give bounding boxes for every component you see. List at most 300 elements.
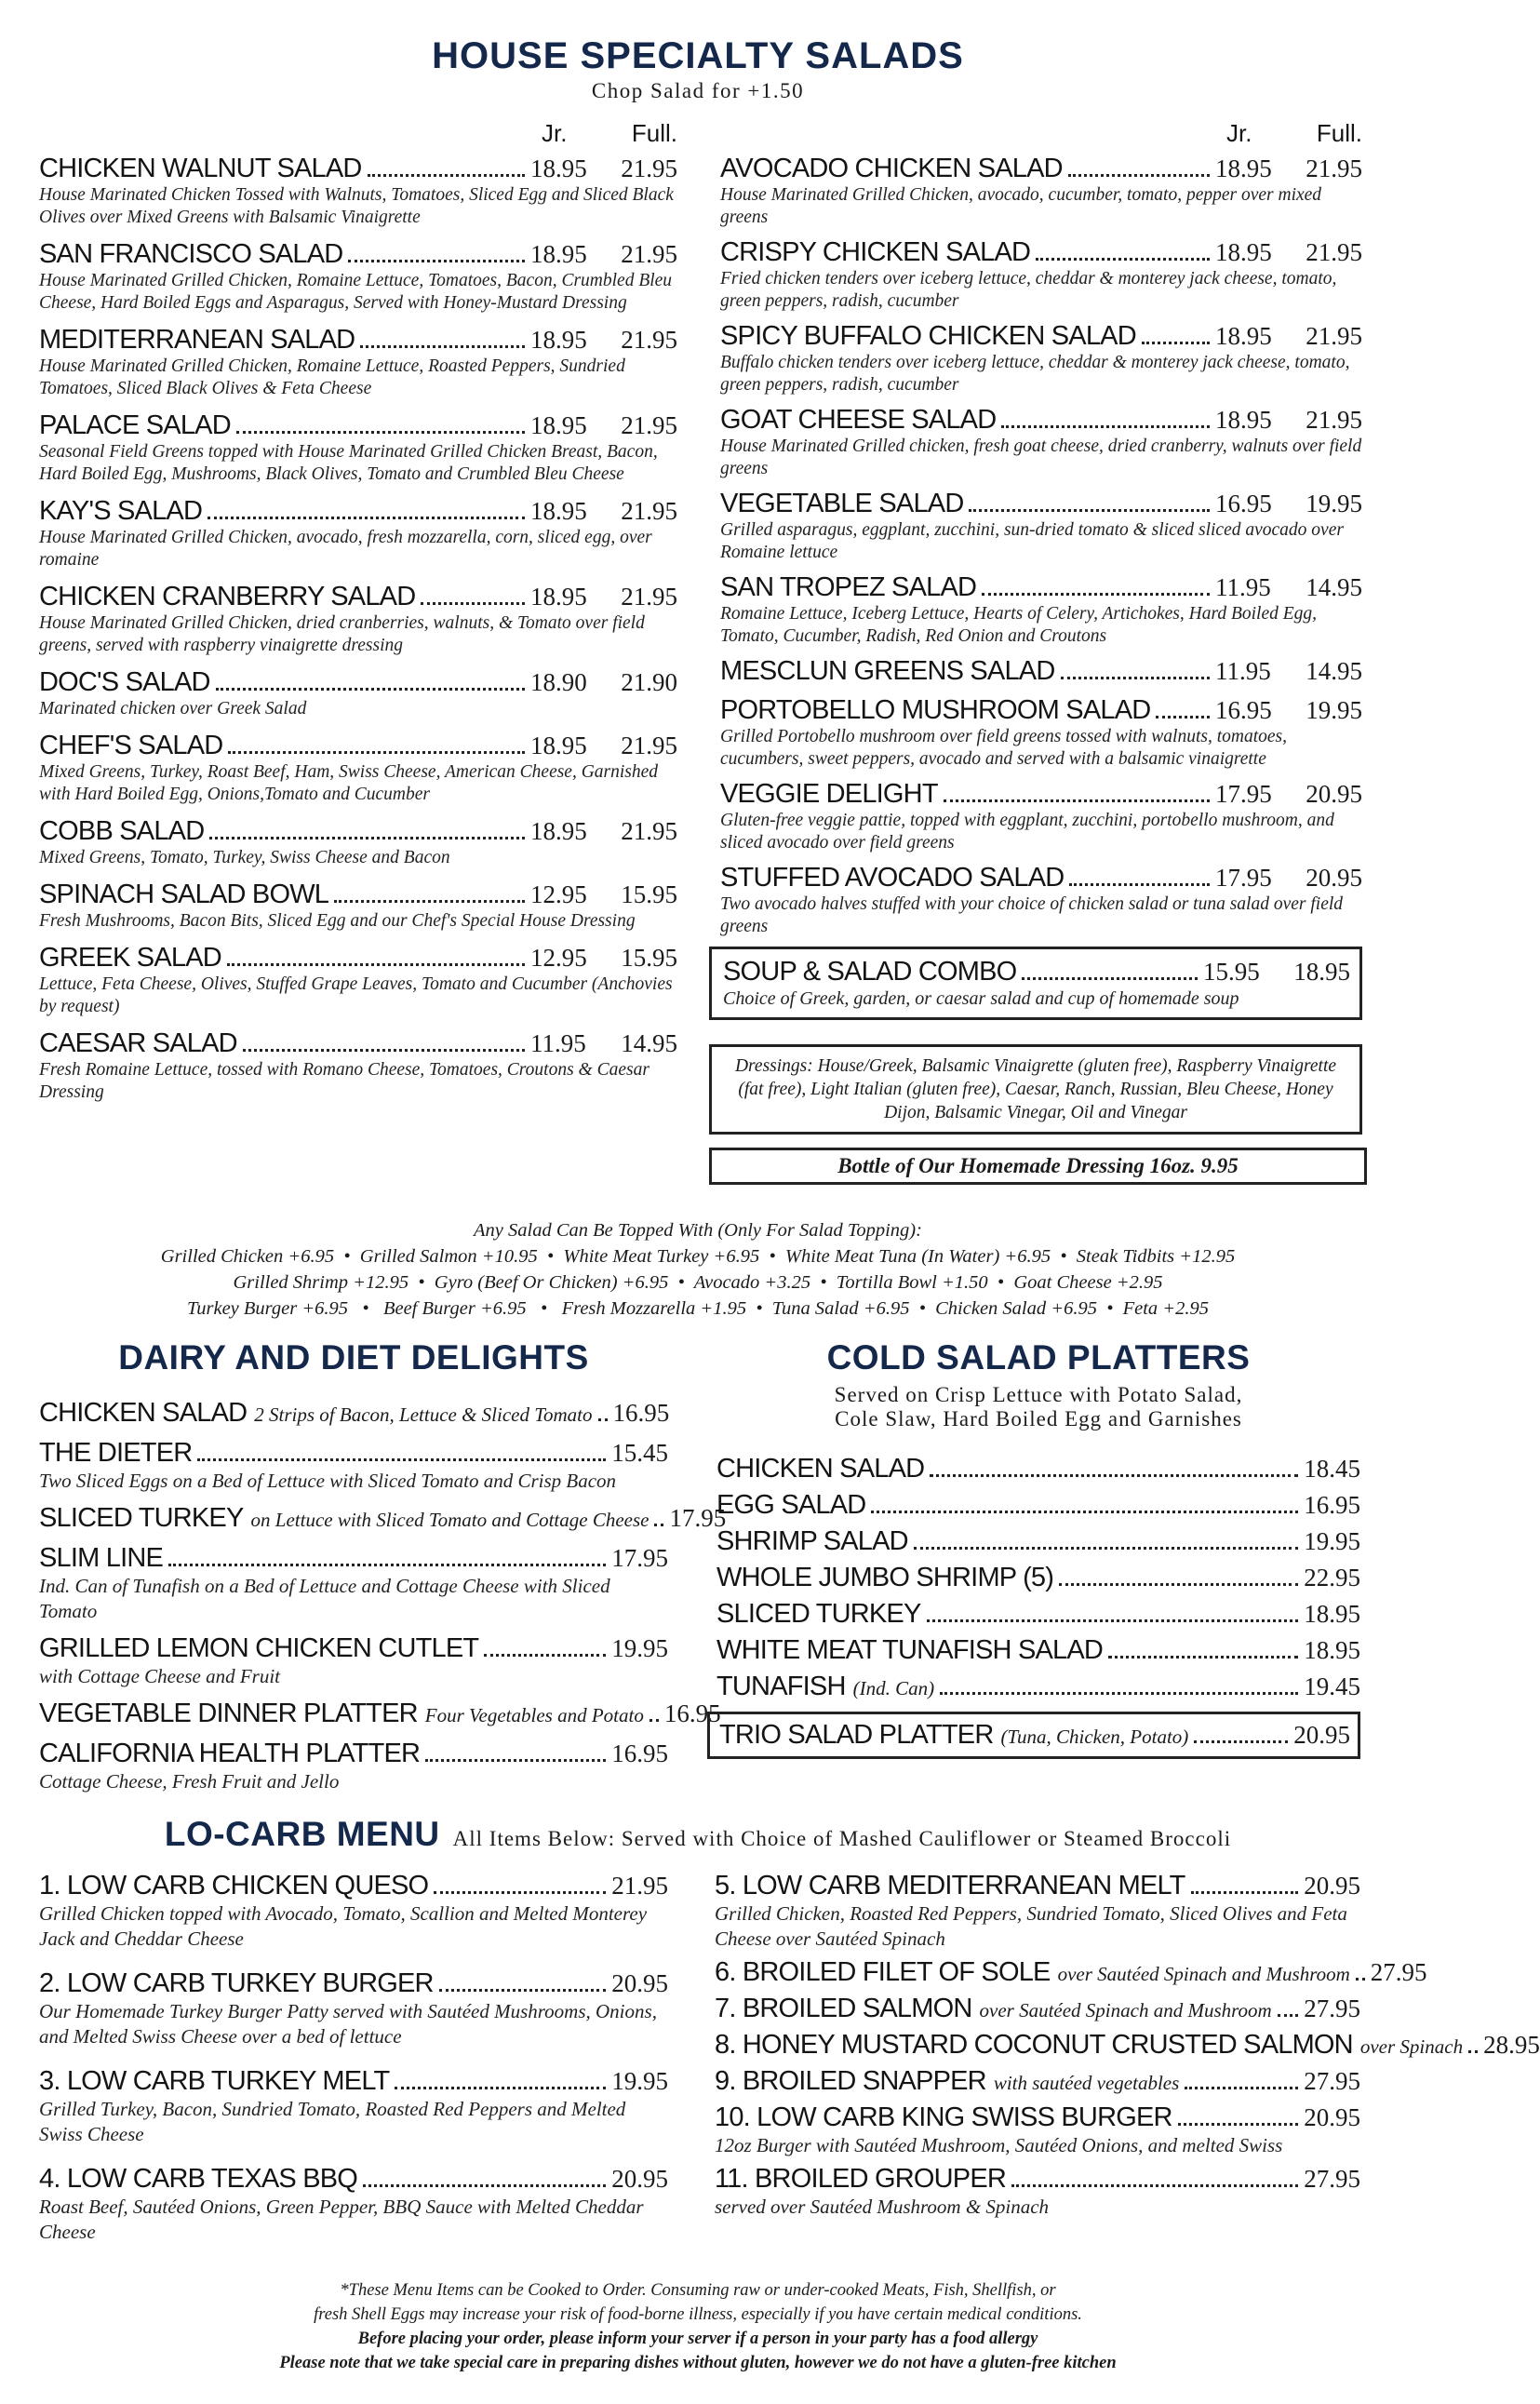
menu-item-price: 19.95: [611, 2067, 668, 2095]
menu-item-description: Buffalo chicken tenders over iceberg lettuce, cheddar & monterey jack cheese, tomato, green peppers, radish, cucumber: [720, 353, 1350, 395]
menu-item-price: 18.95: [1304, 1636, 1360, 1664]
leader-dots: [1011, 2184, 1298, 2187]
menu-item: [716, 1563, 1360, 1593]
menu-item-name: CALIFORNIA HEALTH PLATTER: [39, 1739, 421, 1768]
menu-item: [715, 1994, 1360, 2024]
leader-dots: [216, 688, 525, 691]
soup-salad-combo-box: [709, 947, 1362, 1020]
menu-item-line: [720, 154, 1362, 184]
menu-item-line: [716, 1526, 1360, 1557]
menu-item-description: Two avocado halves stuffed with your choice of chicken salad or tuna salad over field greens: [720, 894, 1344, 936]
locarb-title: LO-CARB MENU: [164, 1815, 440, 1853]
leader-dots: [1194, 1740, 1288, 1743]
menu-item: [39, 1438, 668, 1494]
menu-item-jr-price: 12.95: [530, 944, 587, 972]
menu-item-line: [720, 695, 1362, 726]
menu-item-inline-note: 2 Strips of Bacon, Lettuce & Sliced Tomato: [254, 1403, 593, 1426]
menu-item-name: CHICKEN SALAD: [39, 1398, 248, 1428]
menu-item-full-price: 21.95: [1306, 238, 1362, 266]
bottle-dressing-text: Bottle of Our Homemade Dressing 16oz. 9.95: [837, 1154, 1239, 1177]
menu-item-full-price: 21.95: [621, 732, 677, 759]
menu-item-line: [715, 1994, 1360, 2024]
menu-item-name: SHRIMP SALAD: [716, 1526, 908, 1556]
menu-item-jr-price: 18.95: [530, 583, 587, 611]
menu-item-line: [720, 656, 1362, 687]
menu-item-line: [39, 731, 677, 761]
menu-item-name: 2. LOW CARB TURKEY BURGER: [39, 1968, 434, 1998]
combo-name: SOUP & SALAD COMBO: [723, 957, 1017, 987]
menu-item: [716, 1635, 1360, 1666]
menu-item-price: 27.95: [1304, 1994, 1360, 2022]
menu-item-price: 20.95: [611, 2165, 668, 2193]
menu-item-price: 16.95: [1304, 1491, 1360, 1519]
menu-item-jr-price: 12.95: [530, 880, 587, 908]
menu-item-jr-price: 17.95: [1215, 780, 1272, 808]
menu-item: [720, 237, 1362, 313]
menu-item-description: House Marinated Grilled Chicken, Romaine Lettuce, Roasted Peppers, Sundried Tomatoes, Sliced Black Olives & Feta Cheese: [39, 356, 625, 398]
menu-item-description: Roast Beef, Sautéed Onions, Green Pepper, BBQ Sauce with Melted Cheddar Cheese: [39, 2196, 644, 2243]
leader-dots: [1468, 2050, 1478, 2053]
menu-item-full-price: 21.95: [621, 583, 677, 611]
menu-item-inline-note: (Ind. Can): [852, 1677, 935, 1699]
menu-item: [715, 2030, 1540, 2061]
menu-item-price: 28.95: [1483, 2031, 1540, 2059]
menu-item-jr-price: 18.95: [530, 497, 587, 525]
leader-dots: [940, 1692, 1298, 1695]
menu-item: [720, 656, 1362, 687]
menu-item-inline-note: over Spinach: [1359, 2035, 1464, 2058]
menu-item-full-price: 19.95: [1306, 490, 1362, 517]
menu-item-name: 10. LOW CARB KING SWISS BURGER: [715, 2102, 1172, 2132]
menu-item: [39, 154, 677, 229]
toppings-line: Grilled Chicken +6.95 • Grilled Salmon +10.95 • White Meat Turkey +6.95 • White Meat Tuna (In Water) +6.95 • Steak Tidbits +12.95: [160, 1246, 1236, 1267]
menu-item-line: [39, 1503, 727, 1534]
house-specialty-right-column: [720, 119, 1362, 1185]
leader-dots: [209, 837, 525, 839]
menu-item-description: Ind. Can of Tunafish on a Bed of Lettuce and Cottage Cheese with Sliced Tomato: [39, 1575, 610, 1622]
menu-item-inline-note: Four Vegetables and Potato: [424, 1704, 644, 1726]
jr-label: Jr.: [1226, 119, 1252, 147]
menu-item-full-price: 14.95: [1306, 573, 1362, 601]
leader-dots: [927, 1619, 1299, 1622]
menu-item-line: [716, 1599, 1360, 1630]
dairy-diet-section: [39, 1338, 727, 1804]
menu-item-jr-price: 18.95: [530, 817, 587, 845]
menu-item: [39, 1398, 668, 1429]
locarb-header: [0, 1815, 1396, 1854]
menu-item-full-price: 21.95: [1306, 406, 1362, 434]
locarb-left-column: [39, 1871, 668, 2262]
menu-item: [39, 239, 677, 315]
menu-item: [39, 1968, 668, 2049]
menu-item-line: [39, 667, 677, 698]
menu-item-line: [720, 863, 1362, 893]
menu-item-name: DOC'S SALAD: [39, 667, 210, 697]
menu-item-price: 27.95: [1304, 2067, 1360, 2095]
leader-dots: [1068, 174, 1210, 177]
menu-item-name: SLICED TURKEY: [39, 1503, 244, 1533]
menu-item-description: House Marinated Grilled Chicken, Romaine Lettuce, Tomatoes, Bacon, Crumbled Bleu Cheese, Hard Boiled Eggs and Asparagus, Served with Honey-Mustard Dressing: [39, 271, 673, 313]
leader-dots: [1185, 2087, 1298, 2089]
menu-item-line: [720, 237, 1362, 268]
trio-line: [719, 1720, 1350, 1751]
menu-item-line: [39, 1028, 677, 1059]
menu-item-name: TUNAFISH: [716, 1672, 846, 1701]
leader-dots: [425, 1759, 606, 1762]
full-label: Full.: [1316, 119, 1362, 147]
menu-item-name: SPICY BUFFALO CHICKEN SALAD: [720, 321, 1136, 351]
menu-item-line: [720, 405, 1362, 436]
menu-item-name: VEGETABLE SALAD: [720, 489, 964, 518]
menu-item-full-price: 20.95: [1306, 864, 1362, 892]
menu-item-name: CRISPY CHICKEN SALAD: [720, 237, 1031, 267]
menu-item: [39, 1633, 668, 1689]
leader-dots: [360, 345, 525, 348]
combo-description: Choice of Greek, garden, or caesar salad and cup of homemade soup: [723, 988, 1239, 1009]
menu-item-line: [39, 880, 677, 910]
menu-item-line: [39, 1871, 668, 1901]
menu-item-name: 3. LOW CARB TURKEY MELT: [39, 2066, 390, 2096]
menu-item-description: Fresh Mushrooms, Bacon Bits, Sliced Egg and our Chef's Special House Dressing: [39, 911, 636, 931]
menu-item-line: [720, 321, 1362, 352]
menu-item-line: [715, 1871, 1360, 1901]
menu-item: [39, 325, 677, 400]
combo-full-price: 18.95: [1293, 958, 1350, 986]
menu-item-jr-price: 16.95: [1215, 490, 1272, 517]
menu-item-jr-price: 11.95: [1215, 657, 1271, 685]
leader-dots: [439, 1989, 607, 1992]
jr-label: Jr.: [542, 119, 568, 147]
leader-dots: [434, 1891, 606, 1894]
menu-item-line: [39, 1438, 668, 1469]
menu-item-inline-note: over Sautéed Spinach and Mushroom: [1057, 1963, 1350, 1985]
menu-item: [720, 695, 1362, 771]
menu-item-description: Two Sliced Eggs on a Bed of Lettuce with Sliced Tomato and Crisp Bacon: [39, 1470, 617, 1492]
menu-item-name: GREEK SALAD: [39, 943, 221, 973]
footer-line: *These Menu Items can be Cooked to Order. Consuming raw or under-cooked Meats, Fish, Shellfish, or: [340, 2281, 1056, 2300]
footer-allergy-line: Before placing your order, please inform your server if a person in your party has a food allergy: [357, 2330, 1038, 2348]
house-specialty-left-column: [39, 119, 677, 1114]
menu-item-name: SAN TROPEZ SALAD: [720, 572, 977, 602]
menu-item-description: Mixed Greens, Turkey, Roast Beef, Ham, Swiss Cheese, American Cheese, Garnished with Hard Boiled Egg, Onions,Tomato and Cucumber: [39, 762, 659, 804]
menu-item: [715, 2164, 1360, 2220]
menu-item-line: [715, 2030, 1540, 2061]
locarb-right-column: [715, 1871, 1540, 2225]
menu-item-jr-price: 18.95: [530, 326, 587, 354]
menu-item-description: Our Homemade Turkey Burger Patty served with Sautéed Mushrooms, Onions, and Melted Swiss Cheese over a bed of lettuce: [39, 2000, 657, 2048]
menu-item-line: [39, 410, 677, 441]
menu-item-jr-price: 11.95: [530, 1029, 586, 1057]
leader-dots: [395, 2087, 606, 2089]
menu-item-price: 21.95: [611, 1872, 668, 1900]
menu-item-jr-price: 18.95: [530, 154, 587, 182]
footer-disclaimer: [0, 2278, 1396, 2375]
leader-dots: [649, 1719, 659, 1722]
menu-item-price: 18.45: [1304, 1455, 1360, 1483]
menu-item: [39, 943, 677, 1018]
leader-dots: [969, 509, 1210, 512]
menu-item-full-price: 20.95: [1306, 780, 1362, 808]
menu-item: [39, 1543, 668, 1624]
menu-item-price: 15.45: [611, 1439, 668, 1467]
house-specialty-subtitle: Chop Salad for +1.50: [591, 79, 805, 102]
leader-dots: [197, 1458, 606, 1461]
menu-item-description: Mixed Greens, Tomato, Turkey, Swiss Cheese and Bacon: [39, 848, 450, 867]
menu-item: [39, 667, 677, 720]
leader-dots: [1001, 425, 1210, 428]
menu-item-name: 8. HONEY MUSTARD COCONUT CRUSTED SALMON: [715, 2030, 1353, 2060]
menu-item-inline-note: with sautéed vegetables: [993, 2072, 1180, 2094]
menu-item: [716, 1454, 1360, 1484]
menu-item-price: 22.95: [1304, 1564, 1360, 1591]
menu-item-full-price: 14.95: [621, 1029, 677, 1057]
menu-item-line: [715, 2102, 1360, 2133]
menu-item-name: AVOCADO CHICKEN SALAD: [720, 154, 1063, 183]
leader-dots: [334, 900, 525, 903]
menu-item-full-price: 21.95: [621, 497, 677, 525]
menu-item: [39, 880, 677, 933]
menu-item: [720, 863, 1362, 938]
menu-item-price: 16.95: [663, 1699, 721, 1727]
menu-item-name: SLIM LINE: [39, 1543, 164, 1573]
menu-item-name: CAESAR SALAD: [39, 1028, 237, 1058]
menu-item: [39, 496, 677, 571]
menu-item-name: CHEF'S SALAD: [39, 731, 223, 760]
menu-item: [715, 1871, 1360, 1952]
menu-item-line: [39, 582, 677, 612]
menu-item-name: MEDITERRANEAN SALAD: [39, 325, 355, 355]
combo-jr-price: 15.95: [1203, 958, 1260, 986]
menu-item-description: Seasonal Field Greens topped with House Marinated Grilled Chicken Breast, Bacon, Hard Boiled Egg, Mushrooms, Black Olives, Tomato and Crumbled Bleu Cheese: [39, 442, 658, 484]
menu-item: [716, 1490, 1360, 1521]
leader-dots: [598, 1418, 608, 1421]
menu-item-price: 18.95: [1304, 1600, 1360, 1628]
menu-item: [39, 1503, 727, 1534]
menu-item-full-price: 21.95: [621, 326, 677, 354]
menu-item-name: 7. BROILED SALMON: [715, 1994, 972, 2023]
menu-item-name: 4. LOW CARB TEXAS BBQ: [39, 2164, 358, 2194]
dairy-diet-title: DAIRY AND DIET DELIGHTS: [118, 1338, 589, 1377]
leader-dots: [982, 593, 1210, 596]
menu-item-jr-price: 18.95: [1215, 406, 1272, 434]
menu-item-description: Grilled Chicken topped with Avocado, Tomato, Scallion and Melted Monterey Jack and Cheddar Cheese: [39, 1902, 648, 1950]
menu-item-description: Cottage Cheese, Fresh Fruit and Jello: [39, 1770, 340, 1793]
menu-item: [720, 572, 1362, 648]
menu-item: [39, 2066, 668, 2147]
menu-item-name: 11. BROILED GROUPER: [715, 2164, 1007, 2194]
menu-item-description: with Cottage Cheese and Fruit: [39, 1665, 280, 1687]
menu-item-full-price: 21.95: [621, 154, 677, 182]
menu-item-line: [715, 1957, 1427, 1988]
menu-item-price: 20.95: [611, 1969, 668, 1997]
menu-item-name: PORTOBELLO MUSHROOM SALAD: [720, 695, 1151, 725]
menu-item-line: [716, 1490, 1360, 1521]
menu-item-line: [716, 1635, 1360, 1666]
leader-dots: [1356, 1978, 1365, 1981]
trio-inline-note: (Tuna, Chicken, Potato): [1000, 1726, 1189, 1748]
menu-item-line: [715, 2066, 1360, 2097]
menu-item-jr-price: 18.95: [530, 411, 587, 439]
menu-item-price: 20.95: [1304, 1872, 1360, 1900]
menu-item-price: 27.95: [1304, 2165, 1360, 2193]
menu-item-full-price: 21.95: [621, 411, 677, 439]
menu-item-name: CHICKEN WALNUT SALAD: [39, 154, 362, 183]
menu-item: [715, 1957, 1427, 1988]
menu-item-line: [39, 239, 677, 270]
menu-item-name: STUFFED AVOCADO SALAD: [720, 863, 1065, 893]
menu-item: [720, 405, 1362, 480]
menu-item-price: 19.45: [1304, 1672, 1360, 1700]
house-specialty-title: HOUSE SPECIALTY SALADS: [432, 35, 964, 76]
menu-item-description: House Marinated Grilled Chicken, avocado, cucumber, tomato, pepper over mixed greens: [720, 185, 1322, 227]
menu-item-name: KAY'S SALAD: [39, 496, 203, 526]
leader-dots: [654, 1524, 663, 1526]
menu-item: [39, 731, 677, 806]
menu-item-full-price: 21.95: [1306, 154, 1362, 182]
leader-dots: [208, 517, 525, 519]
leader-dots: [1142, 342, 1210, 344]
trio-platter-box: [707, 1712, 1360, 1759]
cold-platters-title: COLD SALAD PLATTERS: [826, 1338, 1251, 1377]
menu-item-jr-price: 18.95: [530, 240, 587, 268]
menu-item-line: [720, 779, 1362, 810]
leader-dots: [243, 1049, 525, 1052]
menu-item-price: 19.95: [1304, 1527, 1360, 1555]
menu-item-line: [720, 489, 1362, 519]
menu-item-line: [39, 943, 677, 974]
menu-item-line: [720, 572, 1362, 603]
menu-item-description: Grilled Portobello mushroom over field greens tossed with walnuts, tomatoes, cucumbers, sweet peppers, avocado and served with a balsamic vinaigrette: [720, 727, 1287, 769]
menu-item: [716, 1526, 1360, 1557]
cold-platters-subtitle: Served on Crisp Lettuce with Potato Salad,: [834, 1383, 1243, 1406]
menu-item-jr-price: 16.95: [1215, 696, 1272, 724]
menu-item-name: VEGETABLE DINNER PLATTER: [39, 1699, 418, 1728]
menu-item: [39, 1739, 668, 1794]
leader-dots: [348, 260, 525, 262]
menu-item-full-price: 21.95: [621, 240, 677, 268]
menu-item-name: COBB SALAD: [39, 816, 205, 846]
menu-item-jr-price: 18.95: [1215, 154, 1272, 182]
menu-item: [720, 779, 1362, 854]
menu-item-line: [39, 154, 677, 184]
menu-item-name: GRILLED LEMON CHICKEN CUTLET: [39, 1633, 479, 1663]
leader-dots: [1059, 1583, 1298, 1586]
menu-item-description: served over Sautéed Mushroom & Spinach: [715, 2196, 1050, 2218]
menu-item-name: SAN FRANCISCO SALAD: [39, 239, 343, 269]
menu-item-line: [716, 1672, 1360, 1702]
menu-item-price: 16.95: [612, 1399, 670, 1427]
footer-gluten-line: Please note that we take special care in preparing dishes without gluten, however we do not have a gluten-free kitchen: [279, 2354, 1117, 2372]
menu-item-name: MESCLUN GREENS SALAD: [720, 656, 1055, 686]
house-specialty-header: [0, 35, 1396, 103]
menu-item-description: House Marinated Grilled Chicken, avocado, fresh mozzarella, corn, sliced egg, over romaine: [39, 528, 652, 570]
menu-item-jr-price: 11.95: [1215, 573, 1271, 601]
menu-item-jr-price: 18.95: [1215, 238, 1272, 266]
leader-dots: [363, 2184, 606, 2187]
menu-item-inline-note: over Sautéed Spinach and Mushroom: [979, 1999, 1272, 2021]
menu-item-full-price: 14.95: [1306, 657, 1362, 685]
menu-item: [39, 410, 677, 486]
menu-item: [39, 582, 677, 657]
menu-item-inline-note: on Lettuce with Sliced Tomato and Cottage Cheese: [250, 1509, 649, 1531]
menu-item-line: [39, 1633, 668, 1664]
menu-item-name: SLICED TURKEY: [716, 1599, 921, 1629]
menu-item-price: 17.95: [669, 1504, 727, 1532]
leader-dots: [930, 1474, 1298, 1477]
menu-item-full-price: 15.95: [621, 880, 677, 908]
jr-full-header-left: [39, 119, 677, 148]
menu-item: [715, 2066, 1360, 2097]
leader-dots: [228, 751, 525, 754]
menu-item-full-price: 19.95: [1306, 696, 1362, 724]
menu-item-line: [39, 1398, 668, 1429]
trio-name: TRIO SALAD PLATTER: [719, 1720, 994, 1750]
menu-item: [715, 2102, 1360, 2158]
locarb-subtitle: All Items Below: Served with Choice of Mashed Cauliflower or Steamed Broccoli: [452, 1827, 1232, 1850]
menu-item-full-price: 21.90: [621, 668, 677, 696]
menu-item-name: VEGGIE DELIGHT: [720, 779, 938, 809]
cold-platters-subtitle: Cole Slaw, Hard Boiled Egg and Garnishes: [835, 1407, 1242, 1430]
menu-item-name: CHICKEN CRANBERRY SALAD: [39, 582, 416, 611]
menu-item-name: 9. BROILED SNAPPER: [715, 2066, 986, 2096]
leader-dots: [1156, 716, 1210, 719]
leader-dots: [168, 1564, 606, 1566]
menu-item-line: [39, 1543, 668, 1574]
leader-dots: [227, 963, 525, 966]
menu-item-name: 6. BROILED FILET OF SOLE: [715, 1957, 1051, 1987]
toppings-line: Grilled Shrimp +12.95 • Gyro (Beef Or Chicken) +6.95 • Avocado +3.25 • Tortilla Bowl +1.50 • Goat Cheese +2.95: [233, 1272, 1163, 1293]
menu-item-description: Grilled asparagus, eggplant, zucchini, sun-dried tomato & sliced sliced avocado over Romaine lettuce: [720, 520, 1344, 562]
menu-item-description: Grilled Chicken, Roasted Red Peppers, Sundried Tomato, Sliced Olives and Feta Cheese over Sautéed Spinach: [715, 1902, 1347, 1950]
toppings-line: Turkey Burger +6.95 • Beef Burger +6.95 • Fresh Mozzarella +1.95 • Tuna Salad +6.95 • Chicken Salad +6.95 • Feta +2.95: [186, 1298, 1210, 1319]
menu-item-price: 27.95: [1370, 1958, 1427, 1986]
menu-item-description: House Marinated Grilled chicken, fresh goat cheese, dried cranberry, walnuts over field greens: [720, 436, 1362, 478]
menu-item-name: 5. LOW CARB MEDITERRANEAN MELT: [715, 1871, 1185, 1900]
menu-item: [39, 2164, 668, 2245]
menu-item-line: [39, 325, 677, 356]
jr-full-header-right: [720, 119, 1362, 148]
leader-dots: [1061, 677, 1211, 679]
menu-item-jr-price: 17.95: [1215, 864, 1272, 892]
menu-item-line: [39, 1739, 668, 1769]
menu-item-description: Gluten-free veggie pattie, topped with eggplant, zucchini, portobello mushroom, and sliced avocado over field greens: [720, 811, 1334, 853]
combo-line: [723, 957, 1350, 987]
salad-toppings: [0, 1217, 1396, 1322]
menu-item-description: House Marinated Chicken Tossed with Walnuts, Tomatoes, Sliced Egg and Sliced Black Olives over Mixed Greens with Balsamic Vinaigrette: [39, 185, 674, 227]
leader-dots: [914, 1547, 1298, 1550]
menu-item-line: [39, 2164, 668, 2195]
leader-dots: [944, 799, 1210, 802]
menu-item-name: EGG SALAD: [716, 1490, 866, 1520]
menu-item-description: Fresh Romaine Lettuce, tossed with Romano Cheese, Tomatoes, Croutons & Caesar Dressing: [39, 1060, 649, 1102]
leader-dots: [1108, 1656, 1298, 1659]
menu-item-line: [716, 1454, 1360, 1484]
leader-dots: [1069, 883, 1210, 886]
leader-dots: [1191, 1891, 1299, 1894]
menu-item-name: GOAT CHEESE SALAD: [720, 405, 997, 435]
menu-item-price: 17.95: [611, 1544, 668, 1572]
menu-item-name: WHITE MEAT TUNAFISH SALAD: [716, 1635, 1104, 1665]
menu-item-line: [715, 2164, 1360, 2195]
leader-dots: [368, 174, 525, 177]
menu-item-description: Grilled Turkey, Bacon, Sundried Tomato, Roasted Red Peppers and Melted Swiss Cheese: [39, 2098, 626, 2145]
menu-item-name: THE DIETER: [39, 1438, 193, 1468]
menu-item: [720, 154, 1362, 229]
dressings-text: Dressings: House/Greek, Balsamic Vinaigrette (gluten free), Raspberry Vinaigrette (fat free), Light Italian (gluten free), Caesar, Ranch, Russian, Bleu Cheese, Honey Dijon, Balsamic Vinegar, Oil and Vinegar: [734, 1056, 1337, 1122]
menu-item-name: WHOLE JUMBO SHRIMP (5): [716, 1563, 1054, 1592]
menu-item: [39, 1028, 677, 1104]
menu-item-description: 12oz Burger with Sautéed Mushroom, Sautéed Onions, and melted Swiss: [715, 2134, 1283, 2156]
